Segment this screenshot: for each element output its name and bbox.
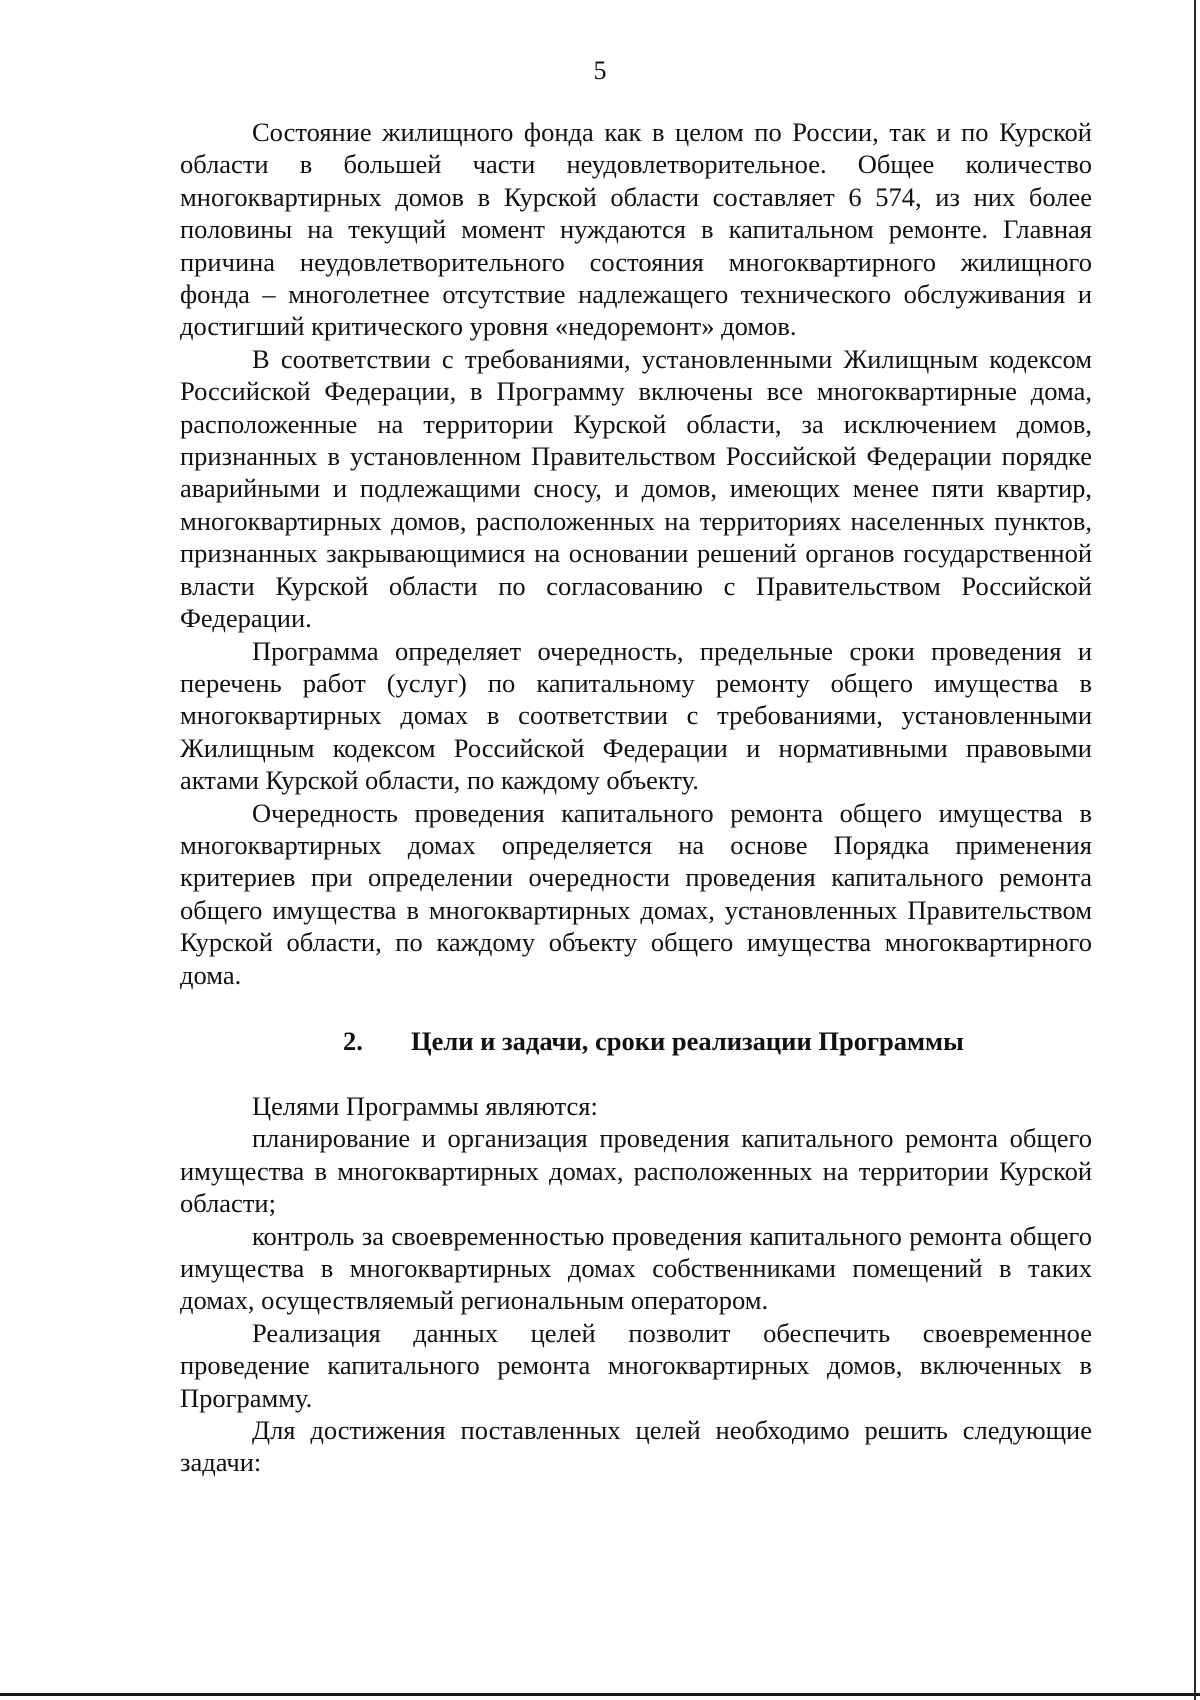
document-body: [180, 116, 1092, 1479]
paragraph-program-scope: В соответствии с требованиями, установленными Жилищным кодексом Российской Федерации, в Программу включены все многоквартирные дома, расположенные на территории Курской области, за исключением домов, признанных в установленном Правительством Российской Федерации порядке аварийными и подлежащими сносу, и домов, имеющих менее пяти квартир, многоквартирных домов, расположенных на территориях населенных пунктов, признанных закрывающимися на основании решений органов государственной власти Курской области по согласованию с Правительством Российской Федерации.: [180, 343, 1092, 634]
section-heading: [180, 1025, 1092, 1057]
paragraph-housing-condition: Состояние жилищного фонда как в целом по России, так и по Курской области в большей части неудовлетворительное. Общее количество многоквартирных домов в Курской области составляет 6 574, из них более половины на текущий момент нуждаются в капитальном ремонте. Главная причина неудовлетворительного состояния многоквартирного жилищного фонда – многолетнее отсутствие надлежащего технического обслуживания и достигший критического уровня «недоремонт» домов.: [180, 117, 1092, 342]
paragraph-goal-control: контроль за своевременностью проведения капитального ремонта общего имущества в многоквартирных домах собственниками помещений в таких домах, осуществляемый региональным оператором.: [180, 1220, 1092, 1316]
paragraph-program-defines: Программа определяет очередность, предельные сроки проведения и перечень работ (услуг) по капитальному ремонту общего имущества в многоквартирных домах в соответствии с требованиями, установленными Жилищным кодексом Российской Федерации и нормативными правовыми актами Курской области, по каждому объекту.: [180, 635, 1092, 796]
paragraph-goals-result: Реализация данных целей позволит обеспечить своевременное проведение капитального ремонта многоквартирных домов, включенных в Программу.: [180, 1317, 1092, 1413]
paragraph-goals-intro: Целями Программы являются:: [252, 1090, 598, 1121]
page-number: 5: [593, 56, 607, 85]
scan-page-edge-bottom: [0, 1693, 1200, 1696]
paragraph-repair-order: Очередность проведения капитального ремонта общего имущества в многоквартирных домах определяется на основе Порядка применения критериев при определении очередности проведения капитального ремонта общего имущества в многоквартирных домах, установленных Правительством Курской области, по каждому объекту общего имущества многоквартирного дома.: [180, 797, 1092, 990]
section-number: 2.: [343, 1025, 363, 1056]
paragraph-tasks-intro: Для достижения поставленных целей необходимо решить следующие задачи:: [180, 1415, 1092, 1478]
section-title: Цели и задачи, сроки реализации Программы: [411, 1025, 964, 1056]
scan-page-edge-right: [1194, 0, 1196, 1700]
paragraph-goal-planning: планирование и организация проведения капитального ремонта общего имущества в многоквартирных домах, расположенных на территории Курской области;: [180, 1123, 1092, 1219]
